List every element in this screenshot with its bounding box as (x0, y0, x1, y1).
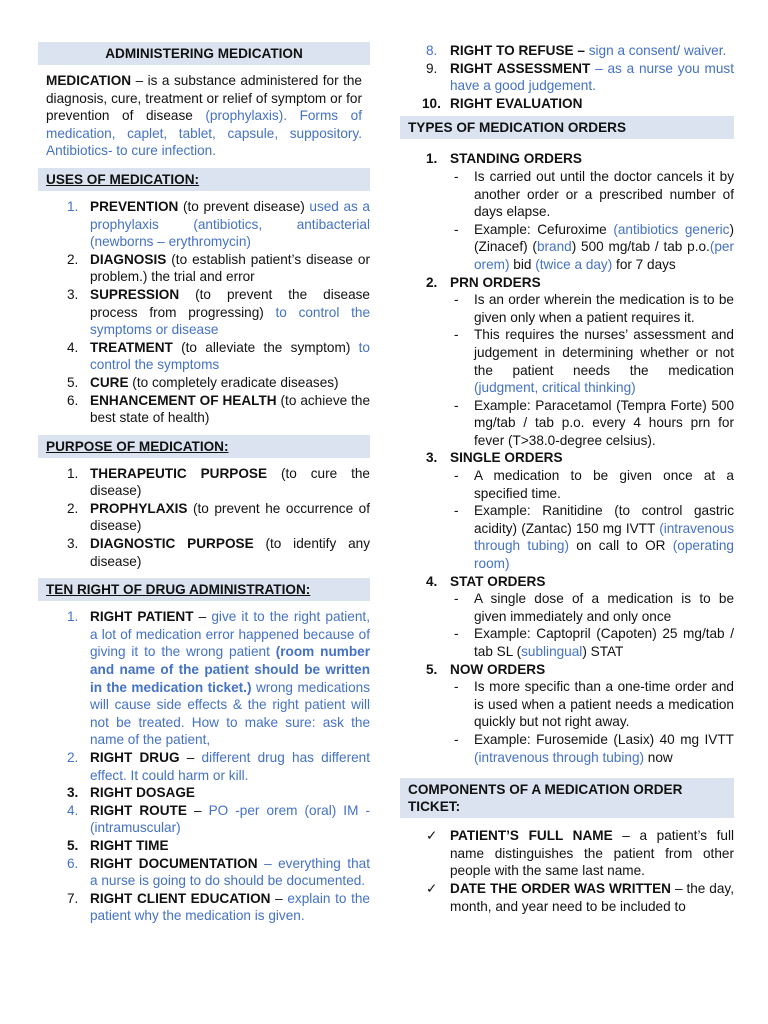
order-title (400, 274, 734, 292)
order-title-text: STAT ORDERS (450, 573, 546, 589)
item-term: PROPHYLAXIS (90, 500, 188, 516)
item-number: 6. (67, 392, 79, 408)
types-header: TYPES OF MEDICATION ORDERS (400, 116, 734, 139)
order-point-text: (intravenous through tubing) (474, 520, 734, 554)
list-item (38, 465, 370, 500)
item-number: 4. (67, 802, 79, 818)
rights-header-text: TEN RIGHT OF DRUG ADMINISTRATION: (46, 582, 311, 598)
order-block (400, 150, 734, 273)
item-term: PATIENT’S FULL NAME (450, 828, 613, 844)
purpose-header-text: PURPOSE OF MEDICATION: (46, 438, 229, 454)
order-point-text: (per orem) (474, 239, 734, 272)
purpose-header (38, 435, 370, 458)
item-number: 4. (67, 339, 79, 355)
dash-bullet: - (454, 626, 459, 642)
item-number: 8. (426, 43, 438, 58)
dash-bullet: - (454, 468, 459, 484)
item-term: RIGHT EVALUATION (450, 95, 583, 111)
item-note: to control the symptoms (90, 339, 370, 373)
rights-list (38, 608, 370, 925)
order-point-text: Example: Furosemide (Lasix) 40 mg IVTT (474, 731, 734, 747)
item-number: 3. (67, 785, 79, 801)
order-title-text: NOW ORDERS (450, 661, 546, 677)
dash-bullet: - (454, 679, 459, 695)
list-item (400, 880, 734, 915)
item-note: to control the symptoms or disease (90, 304, 370, 338)
order-point-text: bid (509, 256, 536, 272)
order-number: 2. (426, 274, 438, 290)
components-header: COMPONENTS OF A MEDICATION ORDER TICKET: (400, 778, 734, 818)
item-text: – (270, 890, 288, 906)
order-point-text: Is more specific than a one-time order and is used when a patient needs a medication quickly but not right away. (474, 679, 734, 730)
order-number: 5. (426, 661, 438, 677)
order-point-text: Example: Paracetamol (Tempra Forte) 500 mg/tab / tab p.o. every 4 hours prn for fever (T>38.0-degree celsius). (474, 397, 734, 448)
rights-header (38, 578, 370, 601)
medication-definition (38, 72, 370, 160)
item-note: explain to the patient why the medication is given. (90, 890, 370, 924)
item-note: different drug has different effect. It could harm or kill. (90, 750, 371, 783)
purpose-list (38, 465, 370, 571)
item-text: – (186, 802, 209, 818)
item-term: RIGHT ASSESSMENT (450, 60, 591, 76)
item-text: (to identify any disease) (90, 536, 371, 569)
checkmark-icon: ✓ (426, 880, 438, 896)
order-point-text: (judgment, critical thinking) (474, 380, 636, 396)
order-points (400, 678, 734, 766)
list-item (38, 608, 370, 749)
item-number: 3. (67, 536, 79, 552)
order-point-text: Example: Ranitidine (to control gastric acidity) (Zantac) 150 mg IVTT (474, 503, 734, 536)
list-item (400, 60, 734, 95)
order-point-text: ) (Zinacef) ( (474, 221, 734, 255)
list-item (38, 802, 370, 837)
list-item (38, 198, 370, 251)
list-item (38, 374, 370, 392)
item-number: 10. (422, 95, 441, 111)
item-number: 9. (426, 60, 438, 76)
item-term: RIGHT CLIENT EDUCATION (90, 890, 271, 906)
order-number: 3. (426, 450, 438, 466)
item-number: 1. (67, 198, 79, 214)
order-point-text: ) STAT (582, 644, 624, 659)
list-item (38, 855, 370, 890)
item-text: – the day, month, and year need to be included to (450, 880, 734, 914)
order-title-text: STANDING ORDERS (450, 151, 582, 167)
item-note-2: wrong medications will cause side effects & the right patient will not be treated. How to make sure: ask the name of the patient, (90, 679, 370, 748)
left-column (38, 42, 370, 933)
item-number: 7. (67, 890, 79, 906)
dash-bullet: - (454, 503, 459, 519)
order-point (450, 502, 734, 572)
item-number: 6. (67, 855, 79, 871)
item-term: RIGHT DRUG (90, 750, 180, 765)
item-term: RIGHT ROUTE (90, 802, 187, 818)
item-term: ENHANCEMENT OF HEALTH (90, 392, 277, 408)
order-title (400, 150, 734, 168)
order-point-text: (intravenous through tubing) (474, 749, 645, 765)
list-item (38, 535, 370, 570)
list-item (38, 890, 370, 925)
order-points (400, 590, 734, 660)
item-term: RIGHT DOCUMENTATION (90, 855, 258, 871)
item-text: – (179, 750, 202, 765)
order-point (450, 397, 734, 450)
order-point-text: (twice a day) (535, 256, 613, 272)
dash-bullet: - (454, 327, 459, 343)
item-term: DIAGNOSTIC PURPOSE (90, 536, 254, 552)
order-points (400, 467, 734, 573)
item-term: TREATMENT (90, 339, 173, 355)
order-point (450, 221, 734, 274)
item-note: – as a nurse you must have a good judgement. (450, 60, 734, 94)
medication-term: MEDICATION (46, 73, 132, 88)
document-title: ADMINISTERING MEDICATION (38, 42, 370, 65)
item-note: used as a prophylaxis (antibiotics, antibacterial (newborns – erythromycin) (90, 198, 370, 250)
item-text: (to prevent he occurrence of disease) (90, 500, 370, 534)
list-item (38, 837, 370, 855)
list-item (38, 784, 370, 802)
order-point-text: Example: Cefuroxime (474, 221, 614, 237)
order-number: 4. (426, 573, 438, 589)
list-item (38, 251, 370, 286)
order-point-text: brand (536, 239, 572, 255)
dash-bullet: - (454, 591, 459, 607)
order-block (400, 661, 734, 767)
item-text: (to establish patient’s disease or problem.) the trial and error (90, 251, 370, 285)
item-number: 2. (67, 251, 79, 267)
dash-bullet: - (454, 168, 459, 184)
dash-bullet: - (454, 292, 459, 308)
item-note: PO -per orem (oral) IM - (intramuscular) (90, 802, 370, 836)
order-points (400, 168, 734, 274)
item-term: RIGHT PATIENT (90, 609, 194, 625)
order-point (450, 731, 734, 766)
item-term: RIGHT TIME (90, 837, 169, 853)
order-number: 1. (426, 151, 438, 167)
components-list (400, 827, 734, 915)
item-text: (to alleviate the symptom) (172, 339, 359, 355)
item-text: (to achieve the best state of health) (90, 392, 370, 426)
item-number: 3. (67, 286, 79, 302)
list-item (400, 42, 734, 60)
item-number: 2. (67, 500, 79, 516)
item-number: 1. (67, 465, 79, 481)
order-point-text: Is an order wherein the medication is to be given only when a patient requires it. (474, 292, 734, 325)
order-title-text: SINGLE ORDERS (450, 450, 563, 466)
list-item (38, 339, 370, 374)
dash-bullet: - (454, 731, 459, 747)
item-term: RIGHT TO REFUSE – (450, 43, 585, 58)
uses-list (38, 198, 370, 427)
order-block (400, 274, 734, 450)
item-number: 2. (67, 750, 79, 765)
order-point-text: A single dose of a medication is to be given immediately and only once (474, 591, 734, 624)
item-term: PREVENTION (90, 198, 179, 214)
item-text: – a patient’s full name distinguishes the patient from other people with the same last name. (450, 828, 734, 879)
item-number: 1. (67, 609, 79, 625)
order-point-text: ) 500 mg/tab / tab p.o. (571, 239, 710, 255)
item-text: – (193, 609, 212, 625)
item-note: – everything that a nurse is going to do should be documented. (90, 855, 370, 889)
dash-bullet: - (454, 397, 459, 413)
item-text: (to prevent the disease process from progressing) (90, 286, 370, 320)
order-title (400, 573, 734, 591)
orders-list (400, 150, 734, 766)
order-block (400, 573, 734, 661)
uses-header (38, 168, 370, 191)
order-point-text: for 7 days (612, 256, 676, 272)
order-point (450, 467, 734, 502)
order-point (450, 291, 734, 326)
list-item (38, 749, 370, 784)
list-item (38, 286, 370, 339)
order-point-text: Example: Captopril (Capoten) 25 mg/tab / tab SL ( (474, 626, 734, 659)
item-term: DATE THE ORDER WAS WRITTEN (450, 880, 671, 896)
item-note: give it to the right patient, a lot of medication error happened because of giving it to the wrong patient (90, 609, 370, 660)
order-point-text: (operating room) (474, 538, 734, 572)
item-number: 5. (67, 837, 79, 853)
order-point-text: Is carried out until the doctor cancels it by another order or a prescribed number of days elapse. (474, 168, 734, 220)
order-point-text: now (644, 749, 673, 765)
item-term: CURE (90, 374, 129, 390)
item-text: (to cure the disease) (90, 465, 370, 499)
item-text: (to prevent disease) (178, 198, 310, 214)
order-point (450, 326, 734, 396)
dash-bullet: - (454, 221, 459, 237)
list-item (400, 95, 734, 113)
checkmark-icon: ✓ (426, 828, 438, 844)
item-term: THERAPEUTIC PURPOSE (90, 465, 268, 481)
item-text: (to completely eradicate diseases) (128, 374, 339, 390)
order-title-text: PRN ORDERS (450, 274, 541, 290)
order-point-text: sublingual (521, 644, 583, 659)
order-point (450, 168, 734, 221)
order-point (450, 590, 734, 625)
right-column (400, 42, 734, 915)
order-block (400, 449, 734, 572)
medication-def-blue: (prophylaxis). Forms of medication, caplet, tablet, capsule, suppository. Antibiotics- to cure infection. (46, 108, 362, 159)
medication-def-text: – is a substance administered for the diagnosis, cure, treatment or relief of symptom or for prevention of disease (46, 73, 362, 124)
item-note-bold: (room number and name of the patient should be written in the medication ticket.) (90, 644, 370, 695)
list-item (400, 827, 734, 880)
order-point (450, 678, 734, 731)
uses-header-text: USES OF MEDICATION: (46, 171, 200, 187)
order-title (400, 661, 734, 679)
order-point-text: on call to OR (568, 538, 673, 554)
order-point (450, 625, 734, 660)
item-term: SUPRESSION (90, 286, 180, 302)
order-title (400, 449, 734, 467)
list-item (38, 392, 370, 427)
list-item (38, 500, 370, 535)
order-points (400, 291, 734, 449)
item-term: DIAGNOSIS (90, 251, 167, 267)
rights-list-continued (400, 42, 734, 112)
order-point-text: This requires the nurses’ assessment and judgement in determining whether or not the patient needs the medication (474, 327, 734, 378)
order-point-text: (antibiotics generic (613, 221, 730, 237)
order-point-text: A medication to be given once at a specified time. (474, 468, 734, 501)
item-number: 5. (67, 374, 79, 390)
item-note: sign a consent/ waiver. (584, 43, 727, 58)
item-term: RIGHT DOSAGE (90, 785, 195, 801)
